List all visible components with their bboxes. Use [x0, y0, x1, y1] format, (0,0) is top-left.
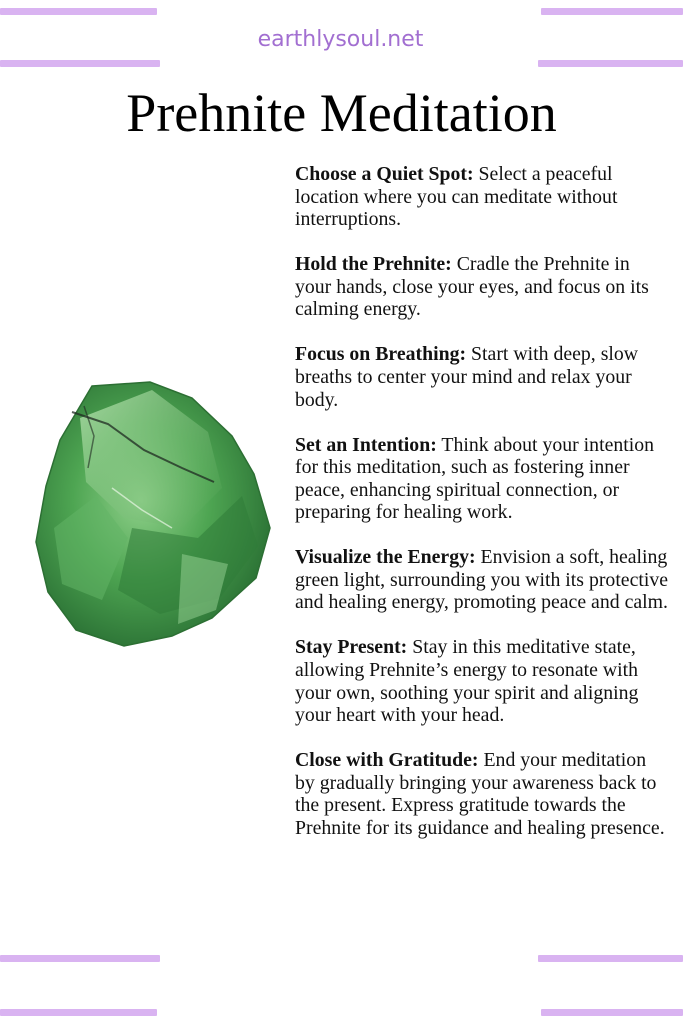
step-item	[295, 636, 670, 726]
step-text: Select a peaceful location where you can meditate without interruptions.	[295, 163, 618, 231]
upper-right-bar	[538, 60, 683, 67]
step-label: Set an Intention:	[295, 433, 437, 456]
step-item	[295, 253, 670, 321]
step-text: Start with deep, slow breaths to center your mind and relax your body.	[295, 343, 639, 411]
step-label: Stay Present:	[295, 636, 408, 659]
prehnite-crystal-icon	[32, 378, 272, 650]
site-logo-text: earthlysoul.net	[257, 27, 424, 52]
top-right-bar	[541, 8, 683, 15]
step-text: Cradle the Prehnite in your hands, close your eyes, and focus on its calming energy.	[295, 253, 649, 321]
step-label: Close with Gratitude:	[295, 749, 479, 772]
bottom-right-bar	[541, 1009, 683, 1016]
lower-right-bar	[538, 955, 683, 962]
site-logo[interactable]	[0, 27, 683, 52]
step-text: End your meditation by gradually bringing your awareness back to the present. Express gratitude towards the Prehnite for its guidance and healing presence.	[295, 749, 665, 839]
lower-left-bar	[0, 955, 160, 962]
step-item	[295, 163, 670, 231]
step-text: Envision a soft, healing green light, surrounding you with its protective and healing energy, promoting peace and calm.	[295, 546, 669, 614]
bottom-left-bar	[0, 1009, 157, 1016]
step-item	[295, 434, 670, 524]
page-title: Prehnite Meditation	[126, 83, 557, 143]
step-label: Visualize the Energy:	[295, 546, 476, 569]
step-label: Choose a Quiet Spot:	[295, 163, 474, 185]
step-text: Stay in this meditative state, allowing Prehnite’s energy to resonate with your own, soothing your spirit and aligning your heart with your head.	[295, 636, 639, 727]
meditation-steps	[295, 163, 670, 862]
step-label: Focus on Breathing:	[295, 343, 467, 366]
top-left-bar	[0, 8, 157, 15]
step-item	[295, 546, 670, 614]
step-text: Think about your intention for this meditation, such as fostering inner peace, enhancing spiritual connection, or preparing for healing work.	[295, 433, 655, 524]
step-item	[295, 343, 670, 411]
step-item	[295, 749, 670, 839]
upper-left-bar	[0, 60, 160, 67]
step-label: Hold the Prehnite:	[295, 253, 452, 276]
